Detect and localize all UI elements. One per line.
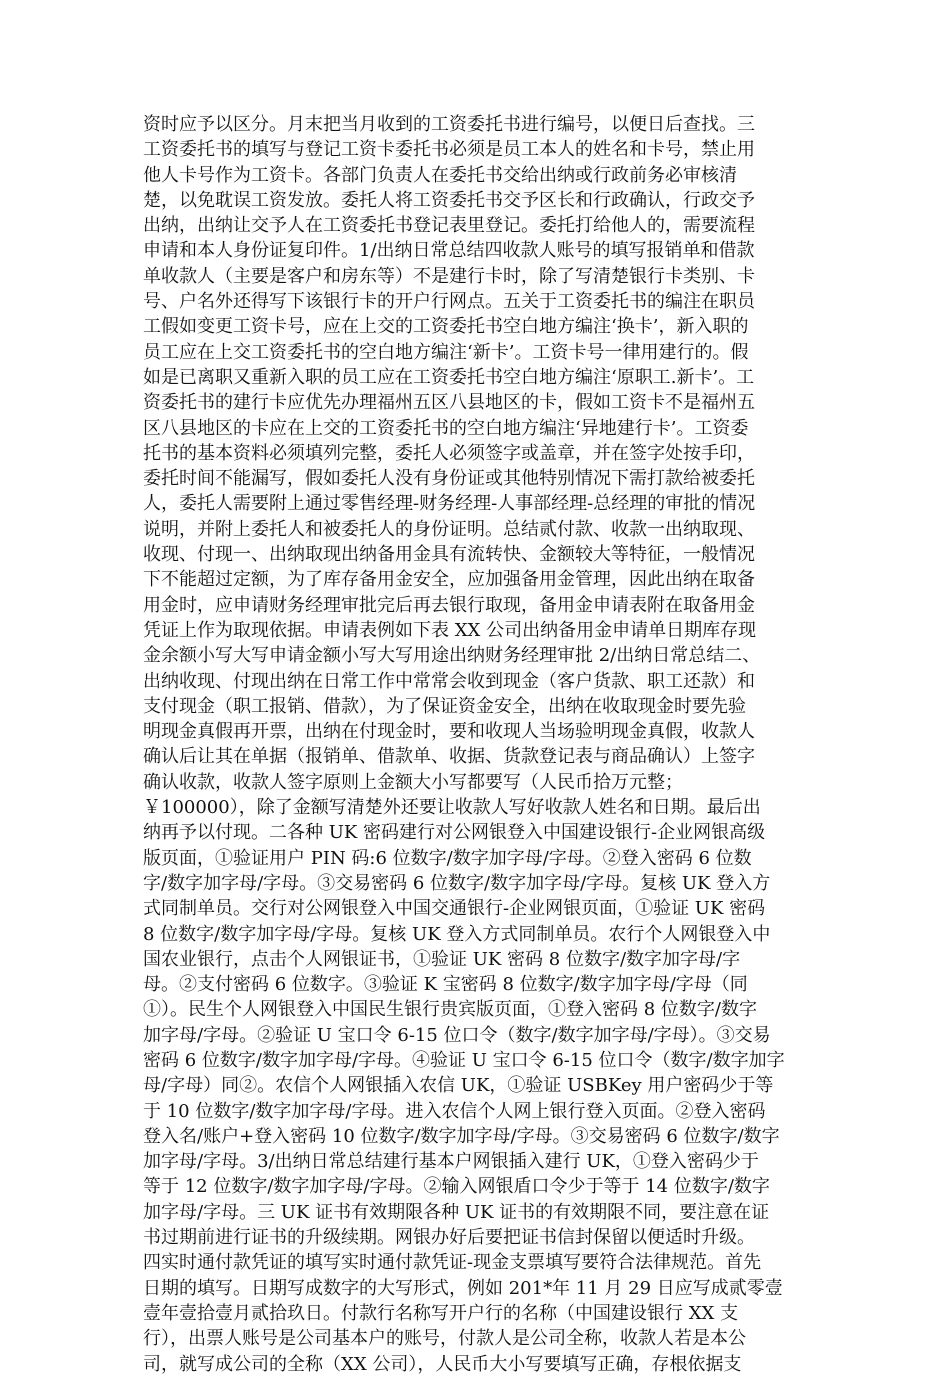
text-line: 申请和本人身份证复印件。1/出纳日常总结四收款人账号的填写报销单和借款 bbox=[143, 240, 755, 262]
text-line: 支付现金（职工报销、借款），为了保证资金安全，出纳在收取现金时要先验 bbox=[143, 695, 746, 717]
text-line: 版页面，①验证用户 PIN 码:6 位数字/数字加字母/字母。②登入密码 6 位数 bbox=[143, 847, 752, 869]
text-line: 资时应予以区分。月末把当月收到的工资委托书进行编号，以便日后查找。三 bbox=[143, 114, 755, 135]
text-line: 行），出票人账号是公司基本户的账号，付款人是公司全称，收款人若是本公 bbox=[143, 1328, 746, 1350]
text-line: 委托时间不能漏写，假如委托人没有身份证或其他特别情况下需打款给被委托 bbox=[143, 468, 755, 490]
document-page bbox=[143, 112, 811, 1377]
text-line: 确认收款，收款人签字原则上金额大小写都要写（人民币拾万元整； bbox=[143, 771, 683, 793]
text-line: 8 位数字/数字加字母/字母。复核 UK 登入方式同制单员。农行个人网银登入中 bbox=[143, 923, 771, 945]
text-line: 用金时，应申请财务经理审批完后再去银行取现，备用金申请表附在取备用金 bbox=[143, 594, 755, 616]
text-line: 他人卡号作为工资卡。各部门负责人在委托书交给出纳或行政前务必审核清 bbox=[143, 164, 737, 186]
text-line: 工假如变更工资卡号，应在上交的工资委托书空白地方编注‘换卡’，新入职的 bbox=[143, 316, 749, 338]
text-line: 加字母/字母。3/出纳日常总结建行基本户网银插入建行 UK，①登入密码少于 bbox=[143, 1151, 759, 1173]
text-line: 字/数字加字母/字母。③交易密码 6 位数字/数字加字母/字母。复核 UK 登入方 bbox=[143, 872, 771, 894]
text-line: 日期的填写。日期写成数字的大写形式，例如 201*年 11 月 29 日应写成贰零壹 bbox=[143, 1277, 783, 1299]
text-line: 国农业银行，点击个人网银证书，①验证 UK 密码 8 位数字/数字加字母/字 bbox=[143, 948, 741, 970]
text-line: 如是已离职又重新入职的员工应在工资委托书空白地方编注‘原职工.新卡’。工 bbox=[143, 366, 755, 388]
text-line: 区八县地区的卡应在上交的工资委托书的空白地方编注‘异地建行卡’。工资委 bbox=[143, 417, 749, 439]
text-line: 出纳收现、付现出纳在日常工作中常常会收到现金（客户货款、职工还款）和 bbox=[143, 670, 755, 692]
text-line: 母。②支付密码 6 位数字。③验证 K 宝密码 8 位数字/数字加字母/字母（同 bbox=[143, 974, 748, 996]
text-line: ①）。民生个人网银登入中国民生银行贵宾版页面，①登入密码 8 位数字/数字 bbox=[143, 999, 757, 1021]
text-line: 于 10 位数字/数字加字母/字母。进入农信个人网上银行登入页面。②登入密码 bbox=[143, 1100, 766, 1122]
text-line: 金余额小写大写申请金额小写大写用途出纳财务经理审批 2/出纳日常总结二、 bbox=[143, 645, 761, 667]
text-line: 母/字母）同②。农信个人网银插入农信 UK，①验证 USBKey 用户密码少于等 bbox=[143, 1075, 774, 1097]
text-line: 单收款人（主要是客户和房东等）不是建行卡时，除了写清楚银行卡类别、卡 bbox=[143, 265, 755, 287]
text-line: 托书的基本资料必须填列完整，委托人必须签字或盖章，并在签字处按手印， bbox=[143, 442, 755, 464]
text-line: 下不能超过定额，为了库存备用金安全，应加强备用金管理，因此出纳在取备 bbox=[143, 569, 755, 591]
text-line: 加字母/字母。②验证 U 宝口令 6-15 位口令（数字/数字加字母/字母）。③交易 bbox=[143, 1024, 771, 1046]
text-line: 司，就写成公司的全称（XX 公司），人民币大小写要填写正确，存根依据支 bbox=[143, 1353, 742, 1375]
text-line: 书过期前进行证书的升级续期。网银办好后要把证书信封保留以便适时升级。 bbox=[143, 1227, 755, 1249]
text-line: 壹年壹拾壹月贰拾玖日。付款行名称写开户行的名称（中国建设银行 XX 支 bbox=[143, 1302, 739, 1324]
text-line: 明现金真假再开票，出纳在付现金时，要和收现人当场验明现金真假，收款人 bbox=[143, 721, 755, 743]
text-line: 员工应在上交工资委托书的空白地方编注‘新卡’。工资卡号一律用建行的。假 bbox=[143, 341, 749, 363]
text-line: 确认后让其在单据（报销单、借款单、收据、货款登记表与商品确认）上签字 bbox=[143, 746, 755, 768]
text-line: 登入名/账户+登入密码 10 位数字/数字加字母/字母。③交易密码 6 位数字/数字 bbox=[143, 1125, 780, 1147]
text-line: 号、户名外还得写下该银行卡的开户行网点。五关于工资委托书的编注在职员 bbox=[143, 291, 755, 313]
text-line: 式同制单员。交行对公网银登入中国交通银行-企业网银页面，①验证 UK 密码 bbox=[143, 898, 766, 920]
text-line: 加字母/字母。三 UK 证书有效期限各种 UK 证书的有效期限不同，要注意在证 bbox=[143, 1201, 770, 1223]
text-line: 收现、付现一、出纳取现出纳备用金具有流转快、金额较大等特征，一般情况 bbox=[143, 544, 755, 566]
text-line: 资委托书的建行卡应优先办理福州五区八县地区的卡，假如工资卡不是福州五 bbox=[143, 392, 755, 414]
text-line: 等于 12 位数字/数字加字母/字母。②输入网银盾口令少于等于 14 位数字/数字 bbox=[143, 1176, 770, 1198]
text-line: 四实时通付款凭证的填写实时通付款凭证-现金支票填写要符合法律规范。首先 bbox=[143, 1252, 762, 1274]
text-line: 密码 6 位数字/数字加字母/字母。④验证 U 宝口令 6-15 位口令（数字/数字加字 bbox=[143, 1049, 785, 1071]
text-line: 说明，并附上委托人和被委托人的身份证明。总结贰付款、收款一出纳取现、 bbox=[143, 518, 755, 540]
text-line: ￥100000），除了金额写清楚外还要让收款人写好收款人姓名和日期。最后出 bbox=[143, 797, 761, 819]
text-line: 出纳，出纳让交予人在工资委托书登记表里登记。委托打给他人的，需要流程 bbox=[143, 215, 755, 237]
text-line: 工资委托书的填写与登记工资卡委托书必须是员工本人的姓名和卡号，禁止用 bbox=[143, 139, 755, 161]
text-line: 楚，以免耽误工资发放。委托人将工资委托书交予区长和行政确认，行政交予 bbox=[143, 189, 755, 211]
text-line: 人，委托人需要附上通过零售经理-财务经理-人事部经理-总经理的审批的情况 bbox=[143, 493, 756, 515]
text-line: 纳再予以付现。二各种 UK 密码建行对公网银登入中国建设银行-企业网银高级 bbox=[143, 822, 766, 844]
text-line: 凭证上作为取现依据。申请表例如下表 XX 公司出纳备用金申请单日期库存现 bbox=[143, 619, 757, 641]
